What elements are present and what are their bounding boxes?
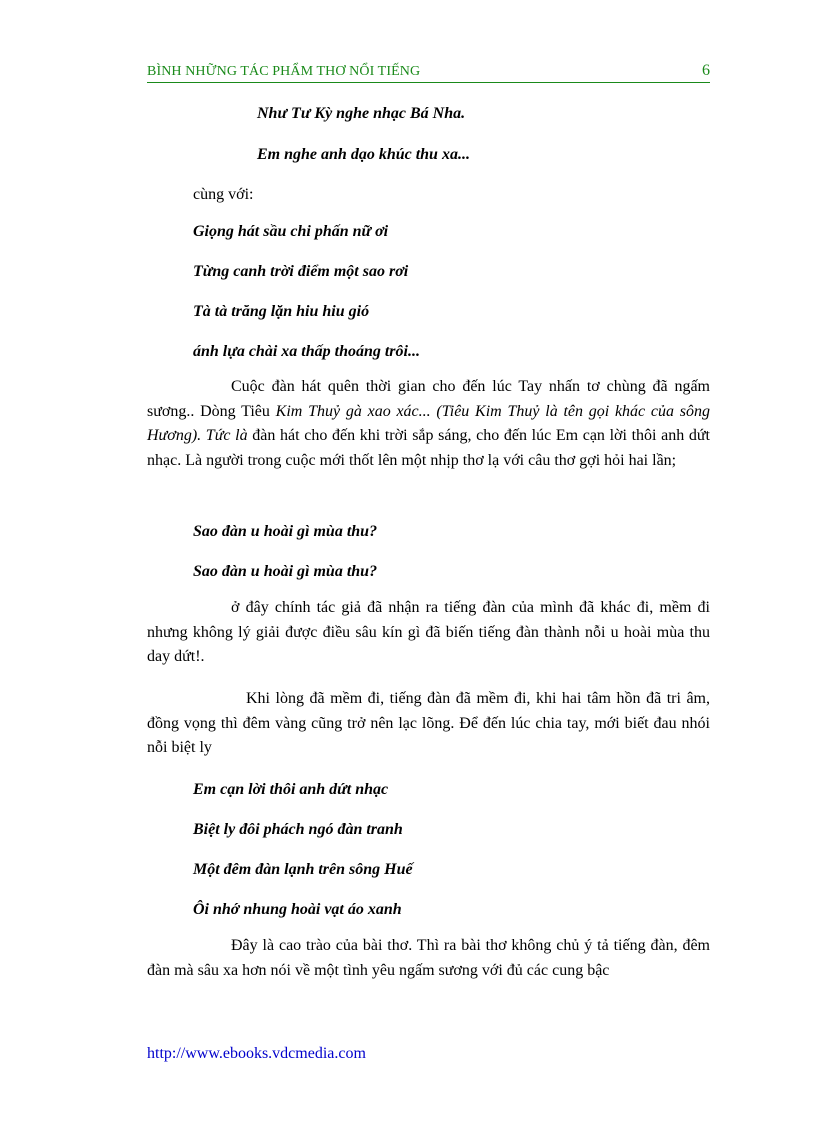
paragraph-text: đàn hát cho đến khi trời sắp sáng, cho đến lúc Em cạn lời thôi anh dứt nhạc. Là người trong cuộc mới thốt lên một nhịp thơ lạ với câu thơ gợi hỏi hai lần; bbox=[147, 427, 711, 469]
verse-line: Biệt ly đôi phách ngó đàn tranh bbox=[193, 821, 403, 838]
paragraph: Đây là cao trào của bài thơ. Thì ra bài thơ không chủ ý tả tiếng đàn, đêm đàn mà sâu xa hơn nói về một tình yêu ngấm sương với đủ các cung bậc bbox=[147, 937, 710, 979]
paragraph-text: Cuộc đàn hát quên thời gian cho đến lúc Tay nhấn tơ chùng đã ngấm sương.. Dòng Tiêu bbox=[147, 378, 710, 420]
paragraph-italic-text: Kim Thuỷ gà xao xác... (Tiêu Kim Thuỷ là tên gọi khác của sông Hương). Tức là bbox=[147, 402, 710, 444]
verse-line: Giọng hát sầu chi phấn nữ ơi bbox=[193, 223, 389, 240]
verse-line: Một đêm đàn lạnh trên sông Huế bbox=[193, 861, 413, 878]
paragraph bbox=[147, 375, 710, 473]
page-number: 6 bbox=[702, 62, 710, 79]
paragraph: ở đây chính tác giả đã nhận ra tiếng đàn của mình đã khác đi, mềm đi nhưng không lý giải được điều sâu kín gì đã biến tiếng đàn thành nỗi u hoài mùa thu day dứt!. bbox=[147, 599, 710, 665]
verse-line: Tà tà trăng lặn hiu hiu gió bbox=[193, 303, 370, 320]
connector-text: cùng với: bbox=[193, 186, 254, 203]
verse-line: Em cạn lời thôi anh dứt nhạc bbox=[193, 781, 389, 798]
paragraph: Khi lòng đã mềm đi, tiếng đàn đã mềm đi, khi hai tâm hồn đã tri âm, đồng vọng thì đêm vàng cũng trở nên lạc lõng. Để đến lúc chia tay, mới biết đau nhói nỗi biệt ly bbox=[147, 690, 710, 756]
verse-line: Ôi nhớ nhung hoài vạt áo xanh bbox=[193, 901, 402, 918]
verse-line: ánh lựa chài xa thấp thoáng trôi... bbox=[193, 343, 420, 360]
footer-link[interactable]: http://www.ebooks.vdcmedia.com bbox=[147, 1045, 366, 1062]
verse-line: Em nghe anh dạo khúc thu xa... bbox=[257, 146, 470, 163]
book-title: BÌNH NHỮNG TÁC PHẨM THƠ NỔI TIẾNG bbox=[147, 64, 421, 79]
verse-line: Như Tư Kỳ nghe nhạc Bá Nha. bbox=[257, 105, 466, 122]
verse-line: Sao đàn u hoài gì mùa thu? bbox=[193, 523, 378, 540]
verse-line: Sao đàn u hoài gì mùa thu? bbox=[193, 563, 378, 580]
page-header bbox=[147, 60, 710, 83]
verse-line: Từng canh trời điểm một sao rơi bbox=[193, 263, 409, 280]
